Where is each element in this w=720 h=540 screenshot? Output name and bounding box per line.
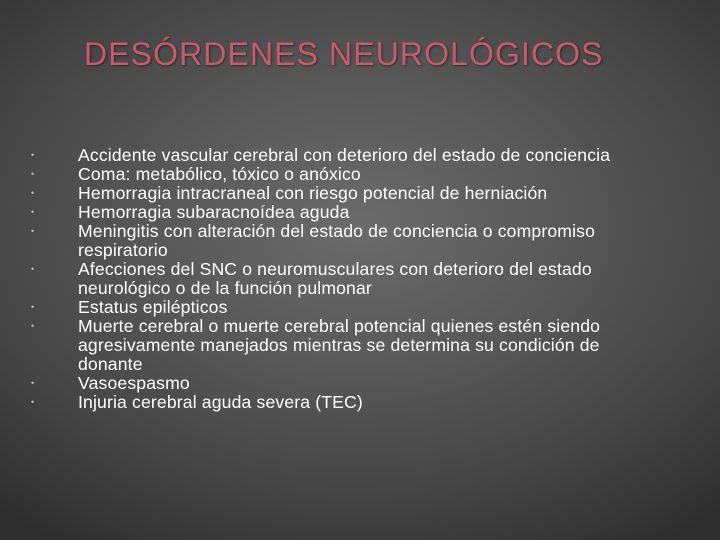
list-item-text: Meningitis con alteración del estado de conciencia o compromiso respiratorio <box>78 221 596 260</box>
list-item <box>0 393 720 412</box>
bullet-list <box>0 146 720 412</box>
list-item-text: Accidente vascular cerebral con deterioro del estado de conciencia <box>78 145 611 165</box>
list-item-text: Coma: metabólico, tóxico o anóxico <box>78 164 361 184</box>
list-item <box>0 203 720 222</box>
bullet-marker-icon: • <box>31 397 35 407</box>
list-item <box>0 184 720 203</box>
list-item-text: Estatus epilépticos <box>78 297 228 317</box>
bullet-marker-icon: • <box>31 302 35 312</box>
list-item-text: Vasoespasmo <box>78 373 190 393</box>
bullet-marker-icon: • <box>31 207 35 217</box>
bullet-marker-icon: • <box>31 321 35 331</box>
bullet-marker-icon: • <box>31 226 35 236</box>
list-item-text: Hemorragia intracraneal con riesgo potencial de herniación <box>78 183 548 203</box>
bullet-marker-icon: • <box>31 150 35 160</box>
list-item <box>0 298 720 317</box>
slide-title: DESÓRDENES NEUROLÓGICOS <box>84 36 604 72</box>
list-item <box>0 374 720 393</box>
list-item <box>0 317 720 374</box>
bullet-marker-icon: • <box>31 169 35 179</box>
list-item-text: Hemorragia subaracnoídea aguda <box>78 202 350 222</box>
list-item <box>0 222 720 260</box>
list-item-text: Afecciones del SNC o neuromusculares con deterioro del estado neurológico o de la función pulmonar <box>78 259 592 298</box>
bullet-marker-icon: • <box>31 378 35 388</box>
list-item-text: Injuria cerebral aguda severa (TEC) <box>78 392 363 412</box>
bullet-marker-icon: • <box>31 264 35 274</box>
list-item <box>0 146 720 165</box>
list-item-text: Muerte cerebral o muerte cerebral potencial quienes estén siendo agresivamente manejados mientras se determina su condición de donante <box>78 316 601 374</box>
list-item <box>0 260 720 298</box>
list-item <box>0 165 720 184</box>
bullet-marker-icon: • <box>31 188 35 198</box>
